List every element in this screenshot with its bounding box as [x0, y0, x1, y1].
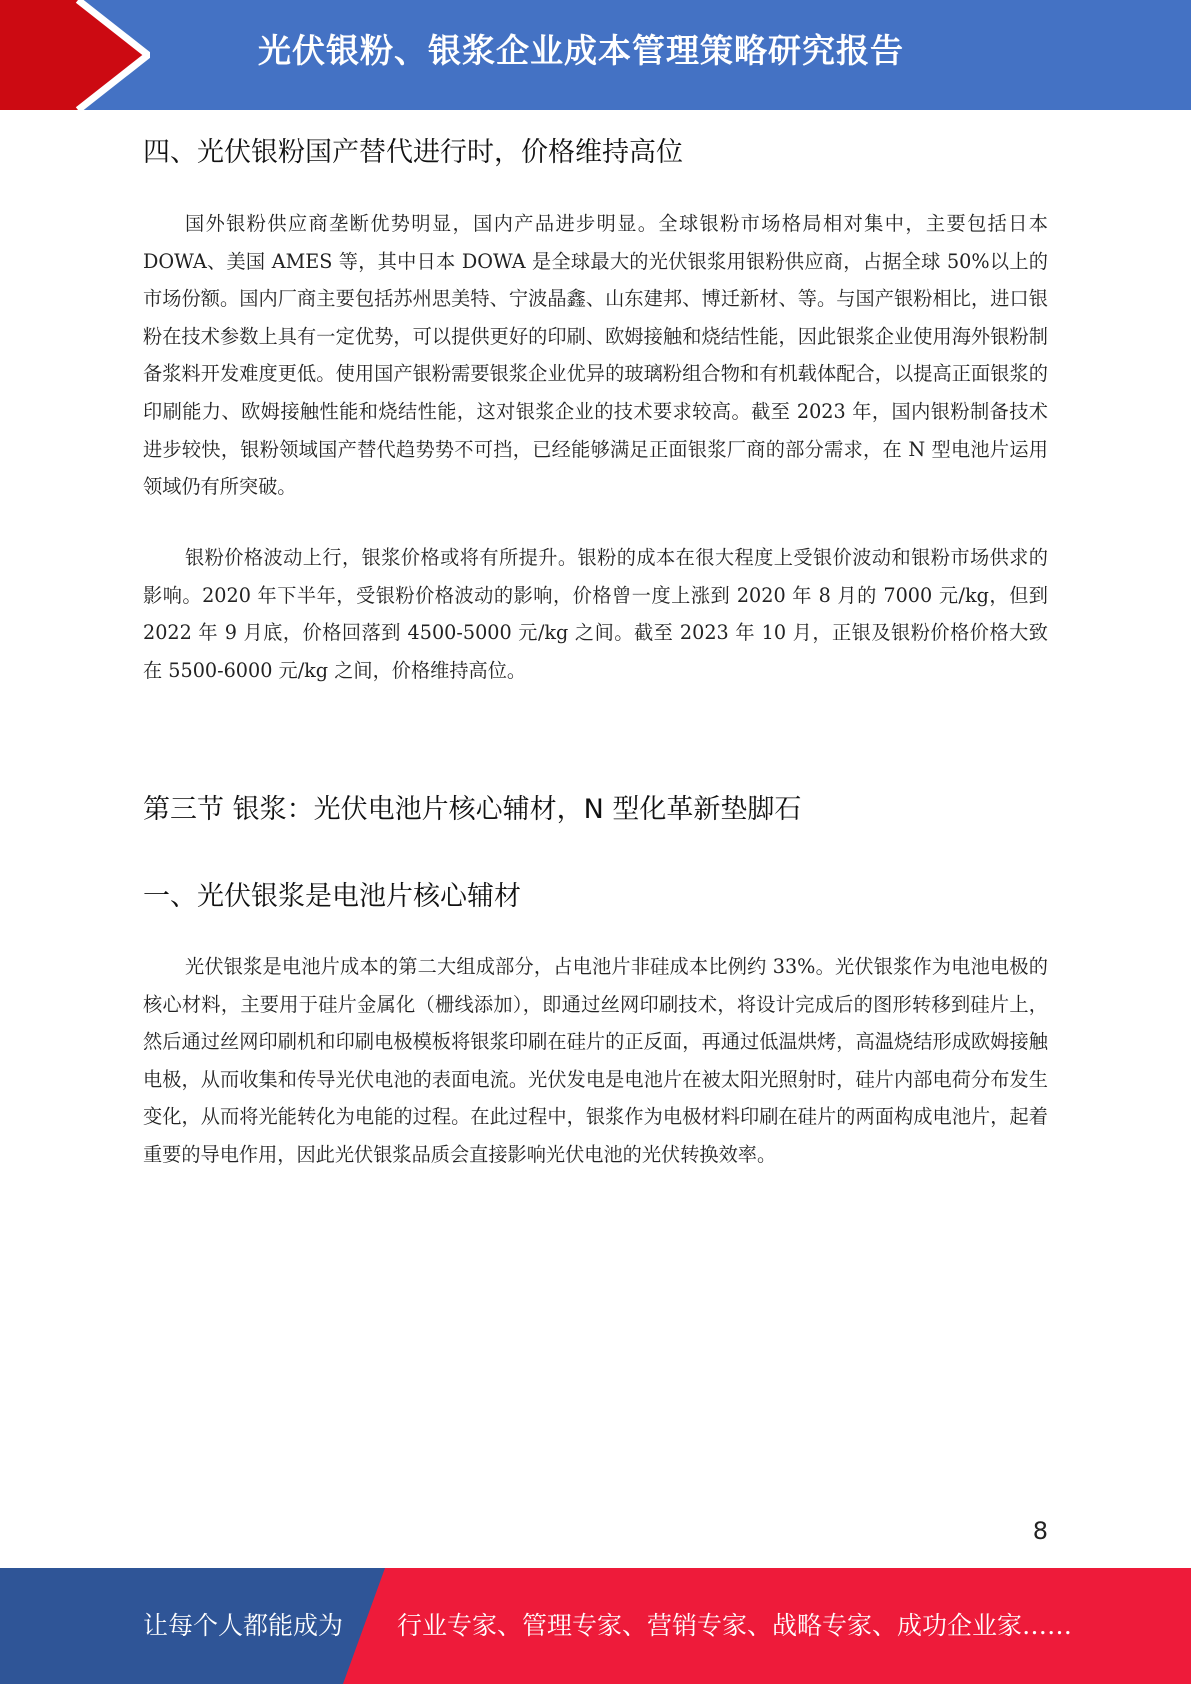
page-header — [0, 0, 1191, 110]
paragraph-silver-powder-price: 银粉价格波动上行，银浆价格或将有所提升。银粉的成本在很大程度上受银价波动和银粉市场供求的影响。2020 年下半年，受银粉价格波动的影响，价格曾一度上涨到 2020 年 8 月的 7000 元/kg，但到 2022 年 9 月底，价格回落到 4500-5000 元/kg 之间。截至 2023 年 10 月，正银及银粉价格价格大致在 5500-6000 元/kg 之间，价格维持高位。 — [143, 546, 1048, 682]
footer-slogan-right: 行业专家、管理专家、营销专家、战略专家、成功企业家…… — [397, 1611, 1073, 1640]
section-heading-1: 一、光伏银浆是电池片核心辅材 — [143, 881, 521, 912]
footer-slogan-left: 让每个人都能成为 — [143, 1611, 344, 1640]
header-title: 光伏银粉、银浆企业成本管理策略研究报告 — [258, 31, 904, 70]
header-chevron-icon — [0, 0, 150, 110]
section-heading-4: 四、光伏银粉国产替代进行时，价格维持高位 — [143, 137, 683, 168]
chapter-section-title: 第三节 银浆：光伏电池片核心辅材，N 型化革新垫脚石 — [143, 794, 802, 825]
page-number: 8 — [1032, 1517, 1048, 1545]
page-footer — [0, 1568, 1191, 1684]
paragraph-silver-powder-supply: 国外银粉供应商垄断优势明显，国内产品进步明显。全球银粉市场格局相对集中，主要包括日本 DOWA、美国 AMES 等，其中日本 DOWA 是全球最大的光伏银浆用银粉供应商，占据全球 50%以上的市场份额。国内厂商主要包括苏州思美特、宁波晶鑫、山东建邦、博迁新材、等。与国产银粉相比，进口银粉在技术参数上具有一定优势，可以提供更好的印刷、欧姆接触和烧结性能，因此银浆企业使用海外银粉制备浆料开发难度更低。使用国产银粉需要银浆企业优异的玻璃粉组合物和有机载体配合，以提高正面银浆的印刷能力、欧姆接触性能和烧结性能，这对银浆企业的技术要求较高。截至 2023 年，国内银粉制备技术进步较快，银粉领域国产替代趋势势不可挡，已经能够满足正面银浆厂商的部分需求，在 N 型电池片运用领域仍有所突破。 — [143, 212, 1048, 499]
paragraph-silver-paste-role: 光伏银浆是电池片成本的第二大组成部分，占电池片非硅成本比例约 33%。光伏银浆作为电池电极的核心材料，主要用于硅片金属化（栅线添加），即通过丝网印刷技术，将设计完成后的图形转移到硅片上，然后通过丝网印刷机和印刷电极模板将银浆印刷在硅片的正反面，再通过低温烘烤，高温烧结形成欧姆接触电极，从而收集和传导光伏电池的表面电流。光伏发电是电池片在被太阳光照射时，硅片内部电荷分布发生变化，从而将光能转化为电能的过程。在此过程中，银浆作为电极材料印刷在硅片的两面构成电池片，起着重要的导电作用，因此光伏银浆品质会直接影响光伏电池的光伏转换效率。 — [143, 955, 1048, 1166]
